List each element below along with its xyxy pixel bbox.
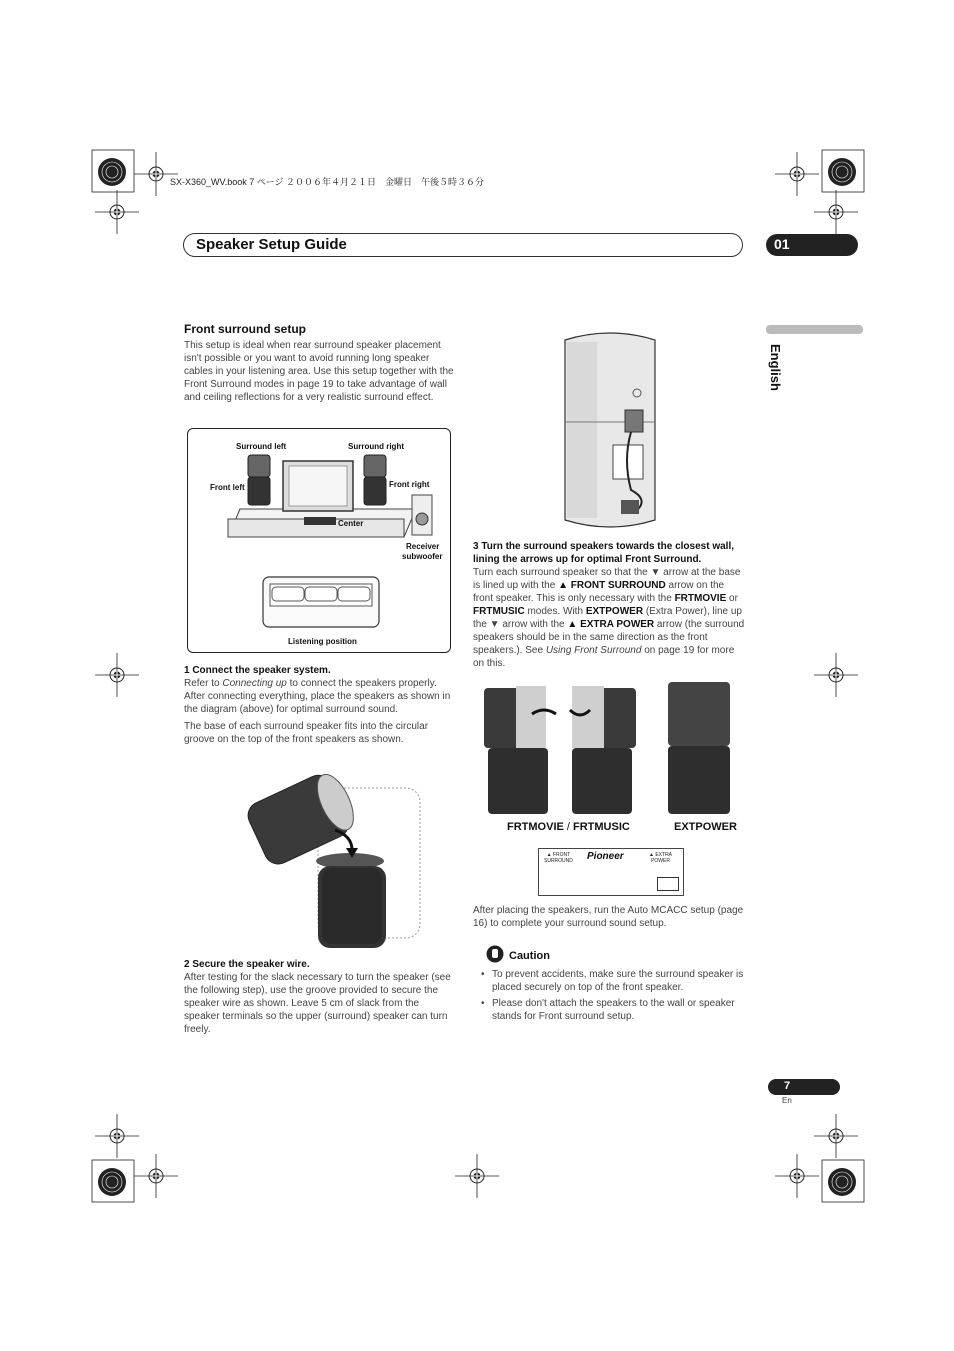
caution-title: Caution <box>509 950 550 962</box>
caution-item: • Please don't attach the speakers to the wall or speaker stands for Front surround setup. <box>474 997 746 1023</box>
brand-logo: Pioneer <box>587 851 624 862</box>
page-number-badge <box>768 1079 840 1095</box>
caution-hand-icon <box>486 945 504 963</box>
speaker-stack-illustration <box>240 766 430 952</box>
page-number: 7 <box>784 1080 791 1092</box>
label-front-right: Front right <box>389 480 430 489</box>
step3-heading: 3 Turn the surround speakers towards the closest wall, lining the arrows up for optimal Front Surround. <box>473 541 734 565</box>
step1-text2: The base of each surround speaker fits into the circular groove on the top of the front speakers as shown. <box>184 721 429 745</box>
step1-heading: 1 Connect the speaker system. <box>184 665 331 676</box>
label-center: Center <box>338 519 364 528</box>
language-tab <box>766 325 863 334</box>
step1-text: Refer to Connecting up to connect the speakers properly. After connecting everything, place the speakers as shown in the diagram (above) for optimal surround sound. <box>184 678 451 715</box>
step2-heading: 2 Secure the speaker wire. <box>184 959 310 970</box>
print-header: SX-X360_WV.book 7 ページ ２００６年４月２１日 金曜日 午後５時３６分 <box>170 177 485 187</box>
caution-item: • To prevent accidents, make sure the surround speaker is placed securely on top of the front speaker. <box>474 968 746 994</box>
language-label: English <box>768 344 783 391</box>
label-front-left: Front left <box>210 483 245 492</box>
wire-groove-illustration <box>555 330 665 530</box>
footer-lang: En <box>782 1096 792 1105</box>
intro-text: This setup is ideal when rear surround speaker placement isn't possible or you want to avoid running long speaker cables in your listening area. Use this setup together with the Front Surround modes in page 19 to take advantage of wall and ceiling reflections for a very realistic surround effect. <box>184 340 454 403</box>
setup-diagram <box>187 428 451 653</box>
room-illustration <box>188 429 450 652</box>
label-listening-position: Listening position <box>288 637 357 646</box>
label-surround-left: Surround left <box>236 442 287 451</box>
page-title: Speaker Setup Guide <box>196 236 347 253</box>
top-panel-illustration: ▲ FRONT SURROUND Pioneer ▲ EXTRA POWER <box>538 848 684 896</box>
caution-list <box>474 968 746 1026</box>
step2-text: After testing for the slack necessary to turn the speaker (see the following step), use the groove provided to secure the speaker wire as shown. Leave 5 cm of slack from the speaker terminals so the upper (surround) speaker can turn freely. <box>184 972 451 1035</box>
label-subwoofer: subwoofer <box>402 552 443 561</box>
mode-speakers-illustration <box>480 680 740 820</box>
chapter-badge <box>766 234 858 256</box>
mode-labels-left: FRTMOVIE / FRTMUSIC <box>507 821 630 833</box>
section-title: Front surround setup <box>184 322 306 336</box>
step3-text: Turn each surround speaker so that the ▼ arrow at the base is lined up with the ▲ FRONT SURROUND arrow on the front speaker. This is only necessary with the FRTMOVIE or FRTMUSIC modes. With EXTPOWER (Extra Power), line up the ▼ arrow with the ▲ EXTRA POWER arrow (the surround speakers should be in the same direction as the front speakers.). See Using Front Surround on page 19 for more on this. <box>473 567 745 669</box>
chapter-number: 01 <box>774 236 790 252</box>
header-bar <box>183 233 743 257</box>
mode-label-extpower: EXTPOWER <box>674 821 737 833</box>
after-text: After placing the speakers, run the Auto MCACC setup (page 16) to complete your surround sound setup. <box>473 905 744 929</box>
label-surround-right: Surround right <box>348 442 404 451</box>
caution-block <box>486 945 550 968</box>
label-receiver: Receiver <box>406 542 440 551</box>
